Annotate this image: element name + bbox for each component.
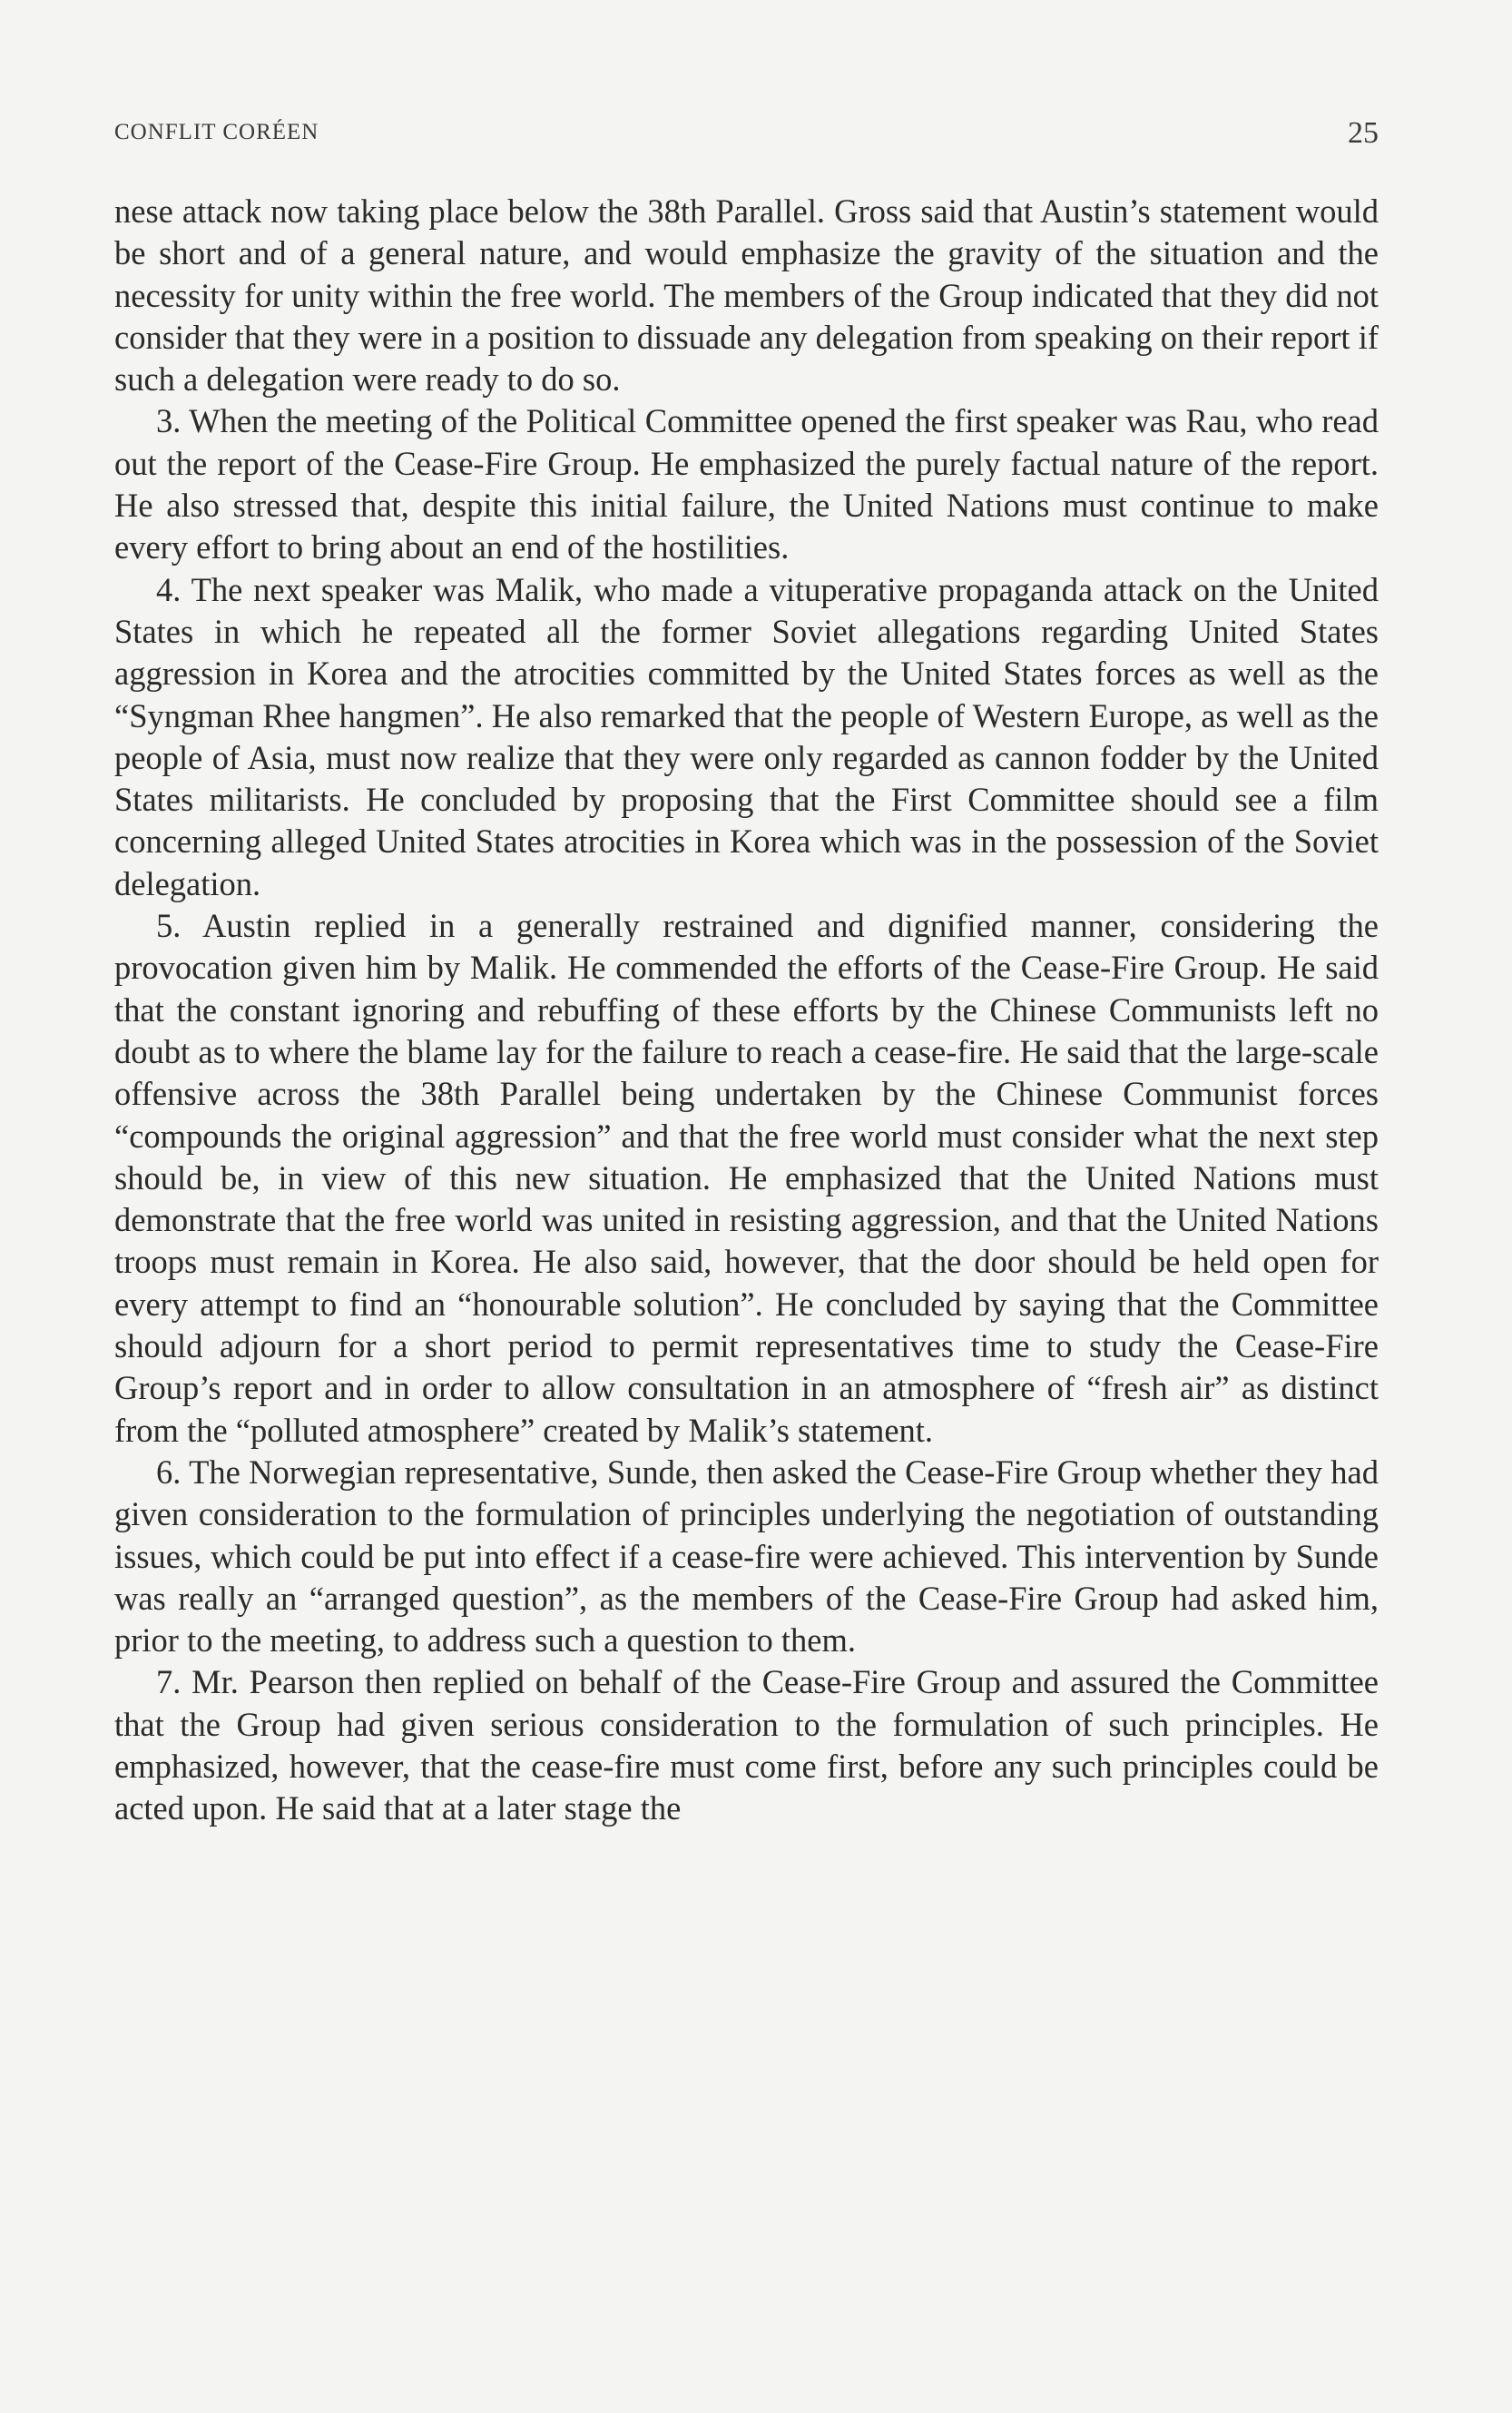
running-head (114, 116, 1379, 153)
paragraph-7: 7. Mr. Pearson then replied on behalf of the Cease-Fire Group and assured the Committee that the Group had given serious consideration to the formulation of such principles. He emphasized, however, that the cease-fire must come first, before any such principles could be acted upon. He said that at a later stage the (114, 1663, 1379, 1827)
paragraph-5: 5. Austin replied in a generally restrained and dignified manner, considering the provocation given him by Malik. He commended the efforts of the Cease-Fire Group. He said that the constant ignoring and rebuffing of these efforts by the Chinese Communists left no doubt as to where the blame lay for the failure to reach a cease-fire. He said that the large-scale offensive across the 38th Parallel being undertaken by the Chinese Communist forces “compounds the original aggression” and that the free world must consider what the next step should be, in view of this new situation. He emphasized that the United Nations must demonstrate that the free world was united in resisting aggression, and that the United Nations troops must remain in Korea. He also said, however, that the door should be held open for every attempt to find an “honourable solution”. He concluded by saying that the Committee should adjourn for a short period to permit representatives time to study the Cease-Fire Group’s report and in order to allow consultation in an atmosphere of “fresh air” as distinct from the “polluted atmosphere” created by Malik’s statement. (114, 907, 1379, 1449)
page-number: 25 (1348, 116, 1379, 150)
paragraph-3: 3. When the meeting of the Political Committee opened the first speaker was Rau, who read out the report of the Cease-Fire Group. He emphasized the purely factual nature of the report. He also stressed that, despite this initial failure, the United Nations must continue to make every effort to bring about an end of the hostilities. (114, 402, 1379, 566)
paragraph-4: 4. The next speaker was Malik, who made a vituperative propaganda attack on the United States in which he repeated all the former Soviet allegations regarding United States aggression in Korea and the atrocities committed by the United States forces as well as the “Syngman Rhee hangmen”. He also remarked that the people of Western Europe, as well as the people of Asia, must now realize that they were only regarded as cannon fodder by the United States militarists. He concluded by proposing that the First Committee should see a film concerning alleged United States atrocities in Korea which was in the possession of the Soviet delegation. (114, 570, 1379, 902)
paragraph-6: 6. The Norwegian representative, Sunde, then asked the Cease-Fire Group whether they had given consideration to the formulation of principles underlying the negotiation of outstanding issues, which could be put into effect if a cease-fire were achieved. This intervention by Sunde was really an “arranged question”, as the members of the Cease-Fire Group had asked him, prior to the meeting, to address such a question to them. (114, 1453, 1379, 1660)
body-text (114, 191, 1379, 1830)
running-title: CONFLIT CORÉEN (114, 120, 319, 144)
paragraph-continuation: nese attack now taking place below the 38th Parallel. Gross said that Austin’s statement would be short and of a general nature, and would emphasize the gravity of the situation and the necessity for unity within the free world. The members of the Group indicated that they did not consider that they were in a position to dissuade any delegation from speaking on their report if such a delegation were ready to do so. (114, 192, 1379, 399)
